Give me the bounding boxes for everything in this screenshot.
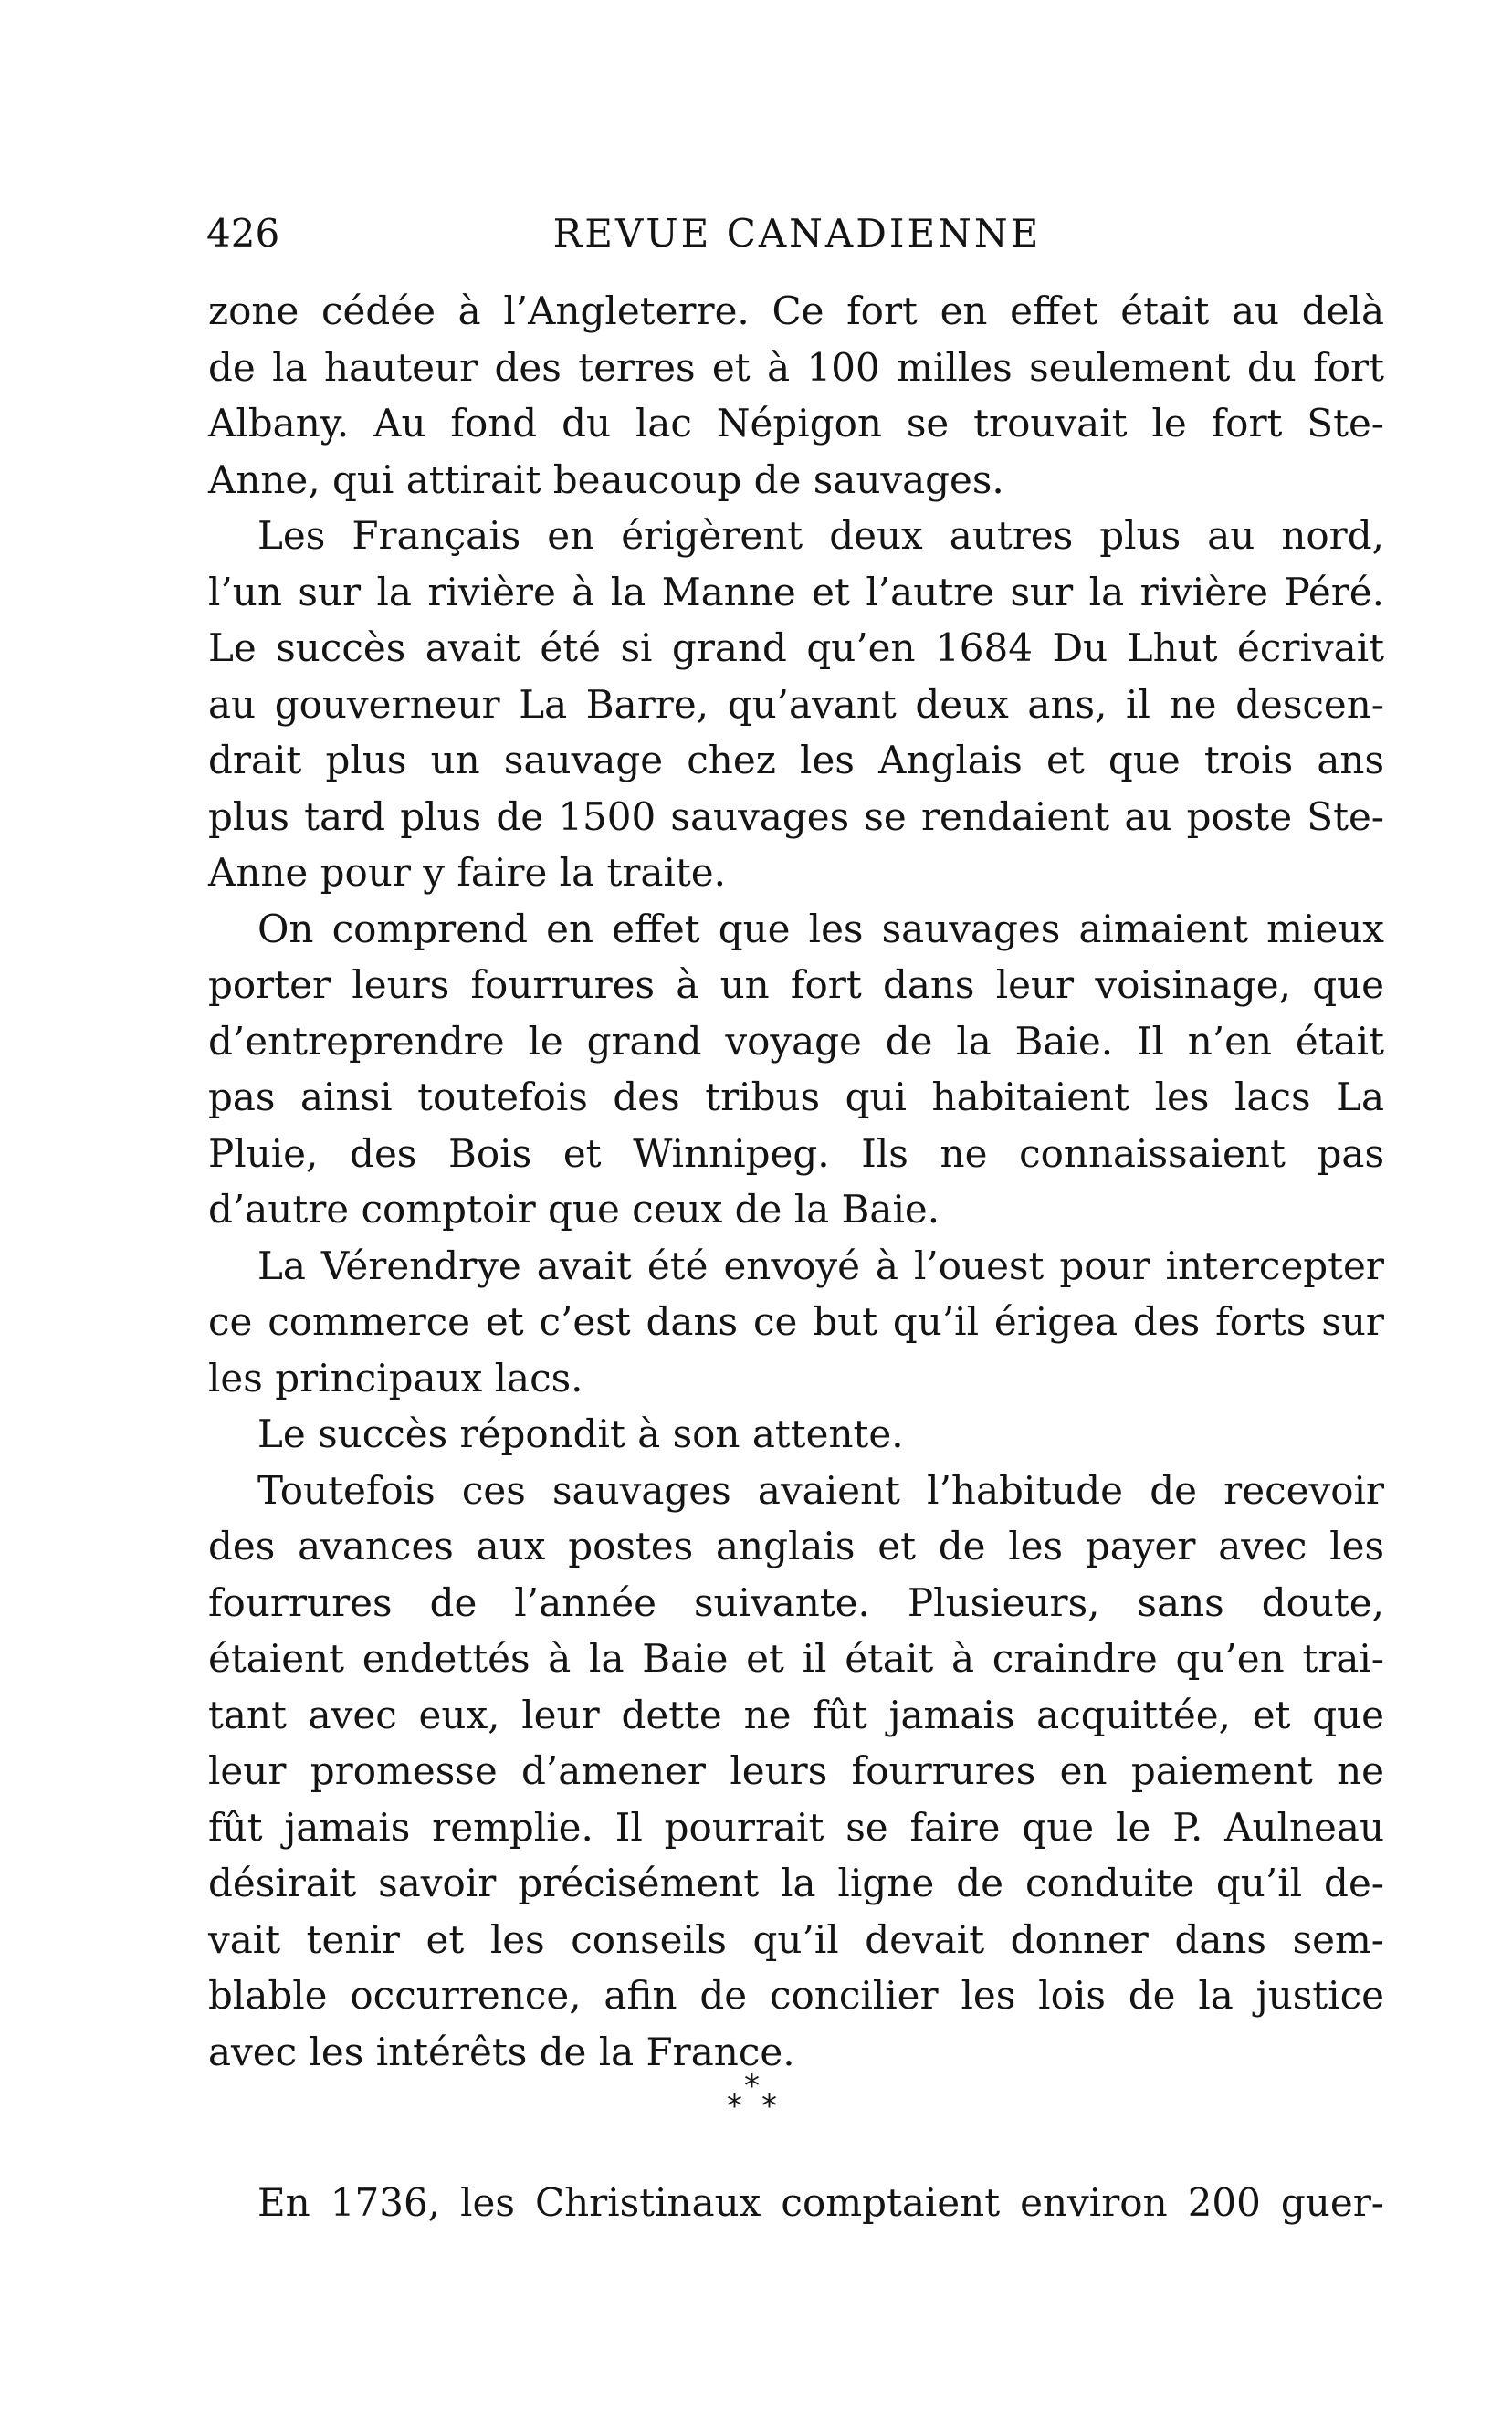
text-line: pas ainsi toutefois des tribus qui habitaient les lacs La xyxy=(208,1075,1384,1119)
text-line: porter leurs fourrures à un fort dans leur voisinage, que xyxy=(208,962,1384,1007)
text-line: La Vérendrye avait été envoyé à l’ouest pour intercepter xyxy=(257,1243,1384,1288)
text-line: Pluie, des Bois et Winnipeg. Ils ne connaissaient pas xyxy=(208,1130,1384,1176)
body-text xyxy=(208,283,1384,2080)
text-line: Anne, qui attirait beaucoup de sauvages. xyxy=(208,456,1004,502)
page-number: 426 xyxy=(206,211,280,256)
text-line: d’entreprendre le grand voyage de la Baie. Il n’en était xyxy=(208,1018,1384,1064)
asterism-star-right: * xyxy=(761,2088,777,2125)
text-line: blable occurrence, afin de concilier les lois de la justice xyxy=(208,1973,1384,2018)
asterism-separator xyxy=(0,2068,1512,2144)
text-line: fourrures de l’année suivante. Plusieurs, sans doute, xyxy=(208,1579,1384,1625)
text-line: leur promesse d’amener leurs fourrures en paiement ne xyxy=(208,1748,1384,1793)
text-line: zone cédée à l’Angleterre. Ce fort en effet était au delà xyxy=(208,289,1384,333)
text-line: Albany. Au fond du lac Népigon se trouvait le fort Ste- xyxy=(208,401,1384,446)
running-title: REVUE CANADIENNE xyxy=(552,211,1042,256)
text-line: Le succès avait été si grand qu’en 1684 Du Lhut écrivait xyxy=(208,625,1384,670)
text-line: On comprend en effet que les sauvages aimaient mieux xyxy=(257,906,1384,951)
text-line: étaient endettés à la Baie et il était à craindre qu’en trai- xyxy=(208,1636,1384,1681)
text-line: plus tard plus de 1500 sauvages se rendaient au poste Ste- xyxy=(208,793,1384,839)
text-line: Anne pour y faire la traite. xyxy=(208,850,726,895)
asterism-star-left: * xyxy=(727,2088,742,2125)
text-line: Toutefois ces sauvages avaient l’habitude de recevoir xyxy=(257,1467,1384,1513)
text-line: Les Français en érigèrent deux autres plus au nord, xyxy=(257,513,1384,558)
text-line: ce commerce et c’est dans ce but qu’il érigea des forts sur xyxy=(208,1299,1384,1344)
text-line: Le succès répondit à son attente. xyxy=(257,1411,904,1456)
running-head xyxy=(206,206,1388,261)
text-line: tant avec eux, leur dette ne fût jamais acquittée, et que xyxy=(208,1692,1384,1737)
text-line: au gouverneur La Barre, qu’avant deux ans, il ne descen- xyxy=(208,681,1384,727)
text-line: vait tenir et les conseils qu’il devait donner dans sem- xyxy=(208,1916,1384,1962)
asterism-star-top: * xyxy=(744,2068,760,2104)
text-line: En 1736, les Christinaux comptaient environ 200 guer- xyxy=(257,2180,1384,2225)
text-line: des avances aux postes anglais et de les payer avec les xyxy=(208,1524,1384,1568)
text-line: désirait savoir précisément la ligne de conduite qu’il de- xyxy=(208,1861,1384,1905)
text-line: l’un sur la rivière à la Manne et l’autre sur la rivière Péré. xyxy=(208,569,1384,614)
text-line: fût jamais remplie. Il pourrait se faire que le P. Aulneau xyxy=(208,1804,1384,1850)
text-line: de la hauteur des terres et à 100 milles seulement du fort xyxy=(208,344,1384,390)
closing-text xyxy=(208,2175,1384,2231)
text-line: avec les intérêts de la France. xyxy=(208,2029,795,2074)
text-line: d’autre comptoir que ceux de la Baie. xyxy=(208,1187,940,1232)
text-line: drait plus un sauvage chez les Anglais et que trois ans xyxy=(208,738,1384,782)
text-line: les principaux lacs. xyxy=(208,1355,583,1401)
